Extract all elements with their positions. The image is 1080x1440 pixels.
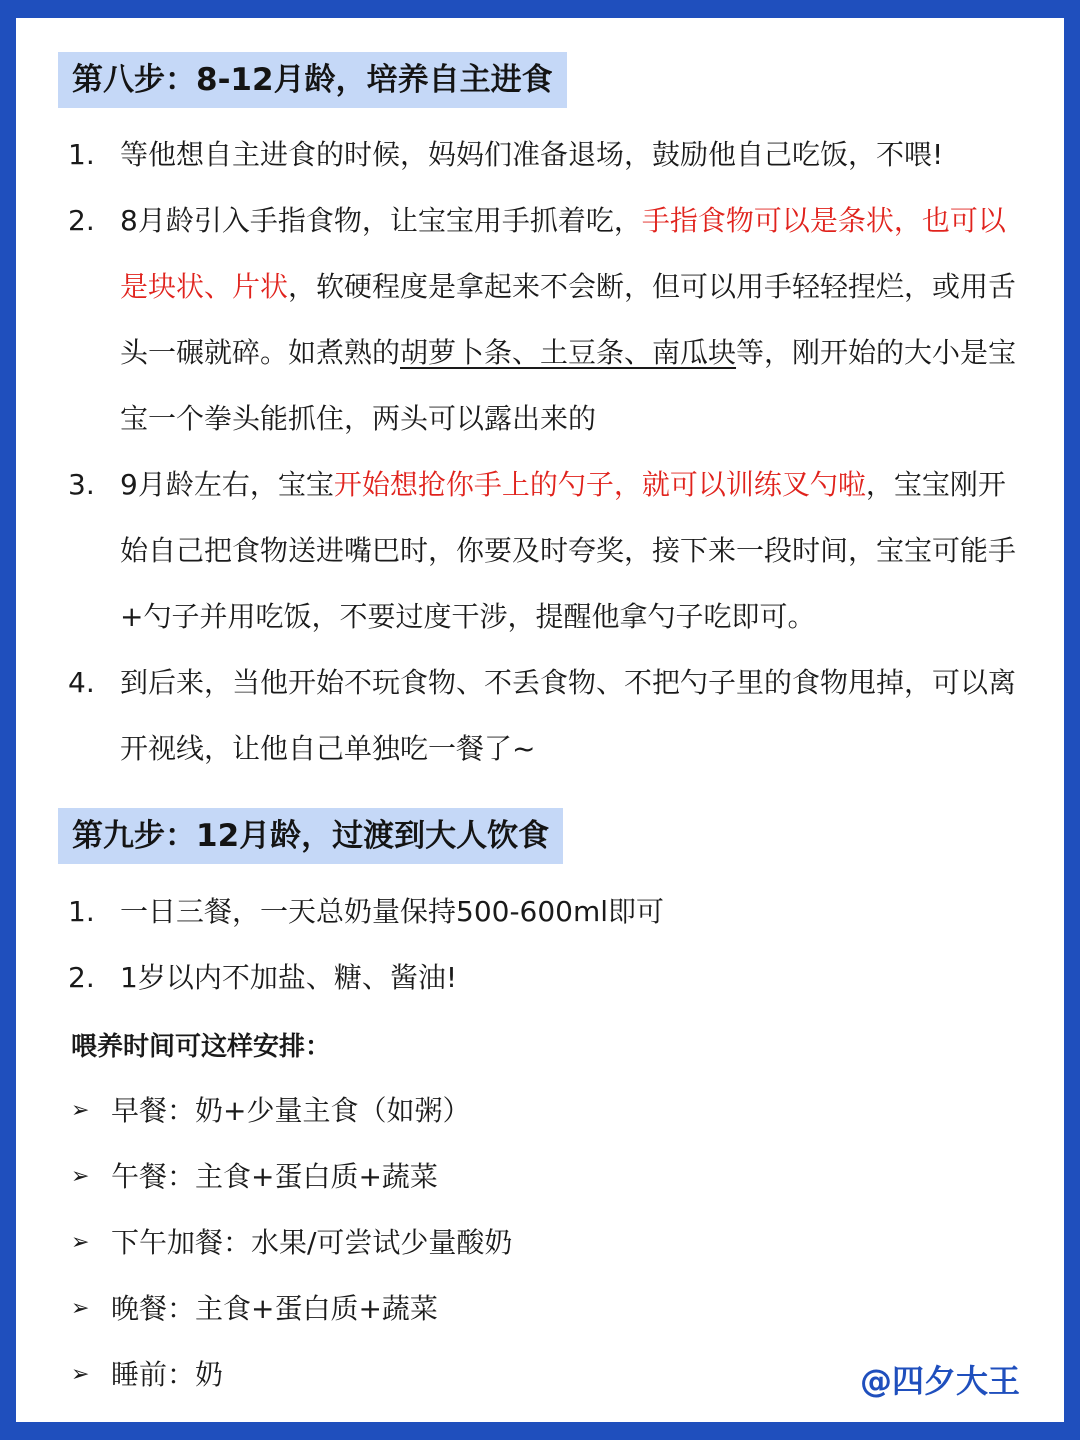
schedule-heading: 喂养时间可这样安排： <box>71 1032 332 1062</box>
item-text: 等，刚开始的大小是宝宝一个拳头能抓住，两头可以露出来的 <box>120 336 1017 435</box>
schedule-item-text: 下午加餐：水果/可尝试少量酸奶 <box>111 1226 513 1259</box>
item-text: 到后来，当他开始不玩食物、不丢食物、不把勺子里的食物甩掉，可以离开视线，让他自己单独吃一餐了~ <box>120 666 1017 765</box>
schedule-item <box>71 1210 512 1276</box>
list-number: 2. <box>68 961 95 994</box>
schedule-item-text: 早餐：奶+少量主食（如粥） <box>111 1094 471 1127</box>
schedule-item-text: 晚餐：主食+蛋白质+蔬菜 <box>111 1292 438 1325</box>
list-item <box>68 945 1018 1011</box>
list-number: 1. <box>68 138 95 171</box>
item-text: 9月龄左右，宝宝 <box>120 468 334 501</box>
section-8-title: 第八步：8-12月龄，培养自主进食 <box>58 52 567 108</box>
list-item <box>68 122 1018 188</box>
schedule-item-text: 午餐：主食+蛋白质+蔬菜 <box>111 1160 438 1193</box>
list-number: 3. <box>68 468 95 501</box>
arrow-bullet-icon: ➢ <box>71 1098 90 1123</box>
schedule-item <box>71 1276 512 1342</box>
watermark: @四夕大王 <box>859 1362 1020 1400</box>
section-9-title: 第九步：12月龄，过渡到大人饮食 <box>58 808 563 864</box>
highlight-text: 手指食物可以是条状，也可以是块状、片状 <box>120 204 1006 303</box>
item-text: 一日三餐，一天总奶量保持500-600ml即可 <box>120 895 665 928</box>
list-number: 4. <box>68 666 95 699</box>
list-item <box>68 188 1018 452</box>
item-text: ，软硬程度是拿起来不会断，但可以用手轻轻捏烂，或用舌头一碾就碎。如煮熟的 <box>120 270 1017 369</box>
item-text: ，宝宝刚开始自己把食物送进嘴巴时，你要及时夸奖，接下来一段时间，宝宝可能手+勺子并用吃饭，不要过度干涉，提醒他拿勺子吃即可。 <box>120 468 1017 633</box>
schedule-item-text: 睡前：奶 <box>111 1358 224 1391</box>
section-9-list <box>68 879 1018 1011</box>
schedule-list <box>71 1078 512 1408</box>
arrow-bullet-icon: ➢ <box>71 1296 90 1321</box>
list-item <box>68 452 1018 650</box>
item-text: 1岁以内不加盐、糖、酱油! <box>120 961 458 994</box>
highlight-text: 开始想抢你手上的勺子，就可以训练叉勺啦 <box>333 468 866 501</box>
list-number: 1. <box>68 895 95 928</box>
arrow-bullet-icon: ➢ <box>71 1362 90 1387</box>
page <box>16 18 1064 1422</box>
schedule-item <box>71 1078 512 1144</box>
item-text: 等他想自主进食的时候，妈妈们准备退场，鼓励他自己吃饭，不喂! <box>120 138 944 171</box>
schedule-item <box>71 1342 512 1408</box>
schedule-item <box>71 1144 512 1210</box>
arrow-bullet-icon: ➢ <box>71 1164 90 1189</box>
list-item <box>68 879 1018 945</box>
item-text: 8月龄引入手指食物，让宝宝用手抓着吃， <box>120 204 642 237</box>
section-8-list <box>68 122 1018 782</box>
underlined-text: 胡萝卜条、土豆条、南瓜块 <box>400 336 737 369</box>
list-number: 2. <box>68 204 95 237</box>
list-item <box>68 650 1018 782</box>
arrow-bullet-icon: ➢ <box>71 1230 90 1255</box>
